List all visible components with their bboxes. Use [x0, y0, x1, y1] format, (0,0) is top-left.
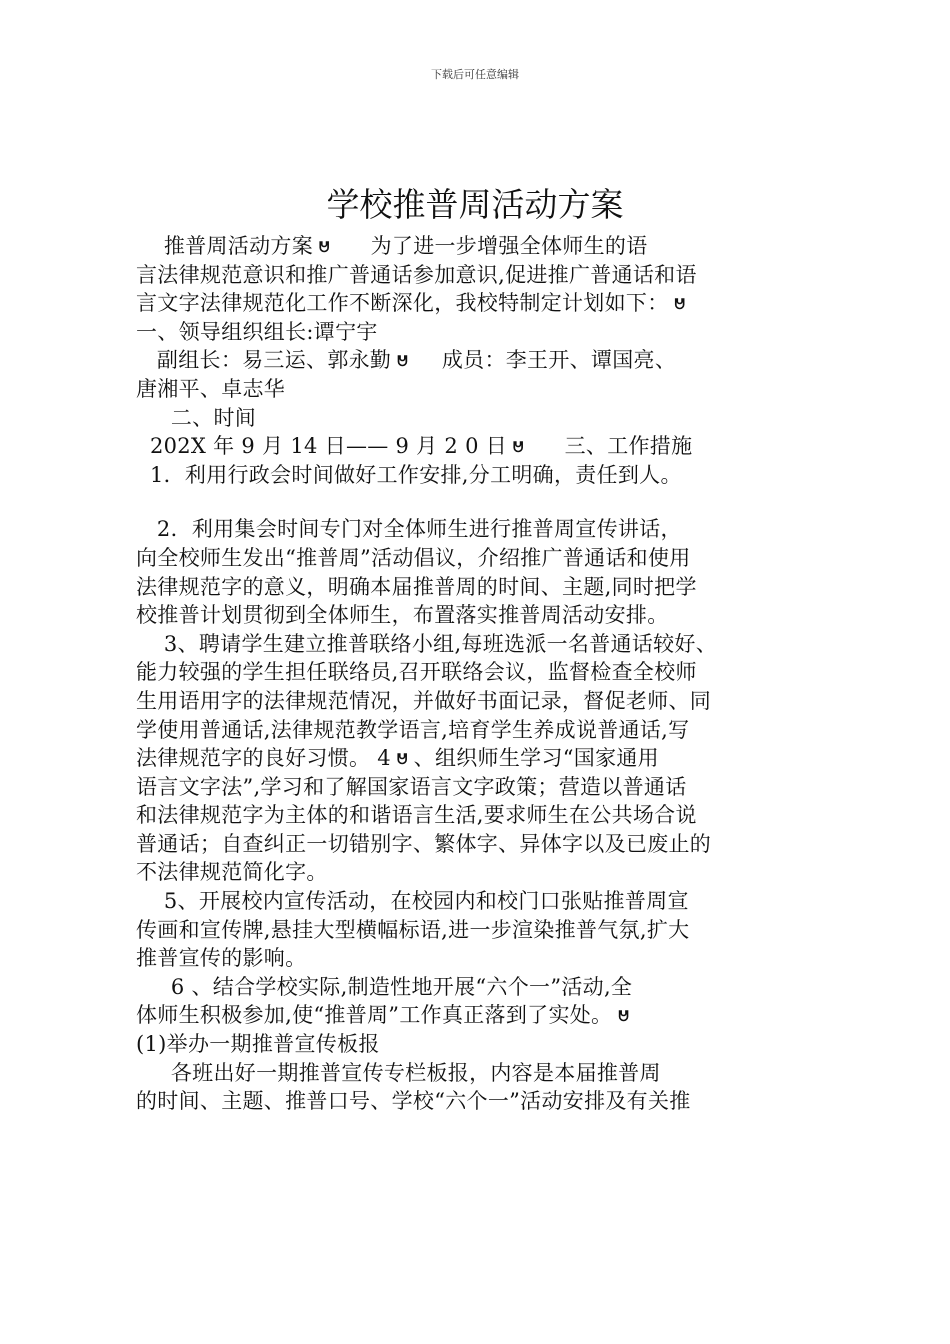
body-line	[136, 716, 836, 745]
body-line	[136, 887, 836, 916]
body-line-text: 学使用普通话,法律规范教学语言,培育学生养成说普通话,写	[136, 717, 690, 742]
body-line	[136, 858, 836, 887]
paragraph-mark-icon: ᕰ	[618, 1009, 630, 1026]
body-line	[136, 1059, 836, 1088]
body-line	[136, 658, 836, 687]
body-line	[136, 973, 836, 1002]
body-line-text: 唐湘平、卓志华	[136, 376, 286, 401]
body-line-text: 和法律规范字为主体的和谐语言生活,要求师生在公共场合说	[136, 803, 697, 828]
body-line-text: 推普周活动方案	[136, 234, 314, 258]
body-line-text: 向全校师生发出“推普周”活动倡议，介绍推广普通话和使用	[136, 545, 691, 570]
header-note: 下载后可任意编辑	[431, 68, 519, 81]
body-line-text: 三、工作措施	[529, 434, 693, 459]
body-line-text: 二、时间	[136, 405, 257, 430]
body-line-text: 法律规范字的意义，明确本届推普周的时间、主题,同时把学	[136, 574, 697, 599]
body-line-text: 校推普计划贯彻到全体师生，布置落实推普周活动安排。	[136, 603, 669, 628]
body-line	[136, 289, 836, 318]
body-line	[136, 261, 836, 290]
body-line-text: 一、领导组织组长:谭宁宇	[136, 319, 378, 344]
body-line-text: 各班出好一期推普宣传专栏板报，内容是本届推普周	[136, 1060, 661, 1085]
body-line-text: 推普宣传的影响。	[136, 946, 307, 971]
body-line	[136, 318, 836, 347]
body-line-text: 生用语用字的法律规范情况，并做好书面记录，督促老师、同	[136, 688, 712, 713]
body-line	[136, 916, 836, 945]
body-line-text: 、组织师生学习“国家通用	[413, 746, 659, 771]
body-line-text: 言法律规范意识和推广普通话参加意识,促进推广普通话和语	[136, 262, 697, 287]
body-line-text: 语言文字法”,学习和了解国家语言文字政策；营造以普通话	[136, 774, 687, 799]
paragraph-mark-icon: ᕰ	[319, 240, 330, 256]
body-line	[136, 1030, 836, 1059]
body-line	[136, 773, 836, 802]
body-line	[136, 544, 836, 573]
body-line	[136, 1001, 836, 1030]
body-line-text: 法律规范字的良好习惯。 4	[136, 746, 391, 771]
body-line-text: 副组长：易三运、郭永勤	[136, 348, 392, 373]
body-line-text: 传画和宣传牌,悬挂大型横幅标语,进一步渲染推普气氛,扩大	[136, 917, 690, 942]
body-line-text: 为了进一步增强全体师生的语	[335, 234, 648, 258]
body-line	[136, 601, 836, 630]
body-line-text: 能力较强的学生担任联络员,召开联络会议，监督检查全校师	[136, 660, 697, 685]
body-line	[136, 687, 836, 716]
body-line	[136, 515, 836, 544]
body-line-text: 202X 年 9 月 14 日—— 9 月 2 0 日	[136, 434, 508, 459]
body-line	[136, 573, 836, 602]
body-line-text: 的时间、主题、推普口号、学校“六个一”活动安排及有关推	[136, 1089, 691, 1114]
body-line-text: 普通话；自查纠正一切错别字、繁体字、异体字以及已废止的	[136, 831, 712, 856]
body-line	[136, 830, 836, 859]
body-line-text: 5、开展校内宣传活动，在校园内和校门口张贴推普周宣	[136, 889, 689, 914]
body-line	[136, 461, 836, 490]
body-line-text: 1．利用行政会时间做好工作安排,分工明确，责任到人。	[136, 462, 682, 487]
body-line-text: 6 、结合学校实际,制造性地开展“六个一”活动,全	[136, 974, 633, 999]
body-line-text: 3、聘请学生建立推普联络小组,每班选派一名普通话较好、	[136, 631, 718, 656]
body-line	[136, 232, 836, 261]
body-line	[136, 404, 836, 433]
paragraph-gap	[136, 489, 836, 515]
body-line	[136, 1087, 836, 1116]
body-line	[136, 346, 836, 375]
body-line	[136, 801, 836, 830]
document-title: 学校推普周活动方案	[326, 185, 624, 224]
document-body	[136, 232, 836, 1116]
paragraph-mark-icon: ᕰ	[674, 297, 686, 314]
paragraph-mark-icon: ᕰ	[513, 440, 524, 457]
body-line	[136, 375, 836, 404]
body-line-text: 言文字法律规范化工作不断深化，我校特制定计划如下：	[136, 291, 669, 316]
paragraph-mark-icon: ᕰ	[397, 354, 408, 371]
body-line	[136, 744, 836, 773]
body-line-text: 不法律规范简化字。	[136, 860, 328, 885]
body-line	[136, 432, 836, 461]
body-line-text: 体师生积极参加,使“推普周”工作真正落到了实处。	[136, 1003, 613, 1028]
body-line	[136, 630, 836, 659]
paragraph-mark-icon: ᕰ	[396, 752, 408, 769]
body-line-text: 2．利用集会时间专门对全体师生进行推普周宣传讲话，	[136, 517, 682, 542]
body-line-text: 成员：李王开、谭国亮、	[413, 348, 677, 373]
body-line-text: (1)举办一期推普宣传板报	[136, 1032, 380, 1057]
body-line	[136, 944, 836, 973]
